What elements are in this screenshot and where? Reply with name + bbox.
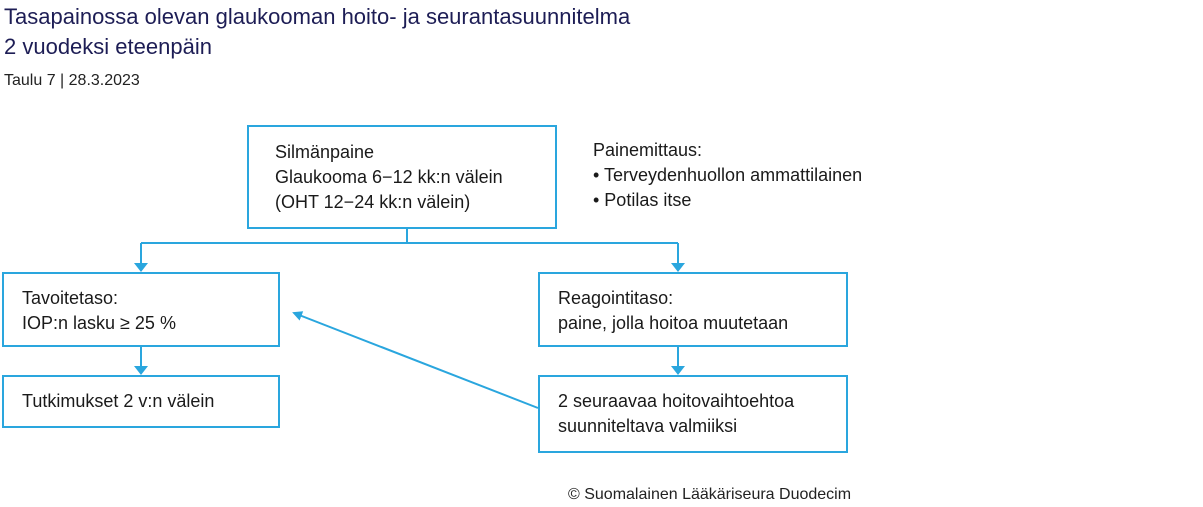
reaction-level-description: paine, jolla hoitoa muutetaan [558, 313, 789, 333]
reaction-level-box [538, 272, 848, 347]
examinations-box [2, 375, 280, 428]
copyright-notice: © Suomalainen Lääkäriseura Duodecim [568, 486, 852, 503]
oht-interval: (OHT 12−24 kk:n välein) [275, 192, 471, 212]
treatment-alternatives-box [538, 375, 848, 453]
eye-pressure-heading: Silmänpaine [275, 142, 375, 162]
target-level-box [2, 272, 280, 347]
eye-pressure-box [247, 125, 557, 229]
measurement-item: • Potilas itse [593, 190, 692, 210]
alternatives-line-1: 2 seuraavaa hoitovaihtoehtoa [558, 391, 795, 411]
table-reference: Taulu 7 | 28.3.2023 [4, 72, 140, 89]
glaucoma-interval: Glaukooma 6−12 kk:n välein [275, 167, 503, 187]
alternatives-line-2: suunniteltava valmiiksi [558, 416, 738, 436]
title-line-2: 2 vuodeksi eteenpäin [4, 34, 212, 59]
measurement-heading: Painemittaus: [593, 140, 703, 160]
measurement-item: • Terveydenhuollon ammattilainen [593, 165, 863, 185]
arrowhead-reaction [671, 263, 685, 272]
target-level-value: IOP:n lasku ≥ 25 % [22, 313, 176, 333]
title-line-1: Tasapainossa olevan glaukooman hoito- ja seurantasuunnitelma [4, 4, 631, 29]
arrowhead-studies [134, 366, 148, 375]
reaction-level-heading: Reagointitaso: [558, 288, 674, 308]
arrowhead-target [134, 263, 148, 272]
arrowhead-alternatives [671, 366, 685, 375]
examinations-text: Tutkimukset 2 v:n välein [22, 391, 215, 411]
arrow-alternatives-to-target [294, 313, 538, 408]
pressure-measurement-note [593, 138, 862, 213]
target-level-heading: Tavoitetaso: [22, 288, 119, 308]
